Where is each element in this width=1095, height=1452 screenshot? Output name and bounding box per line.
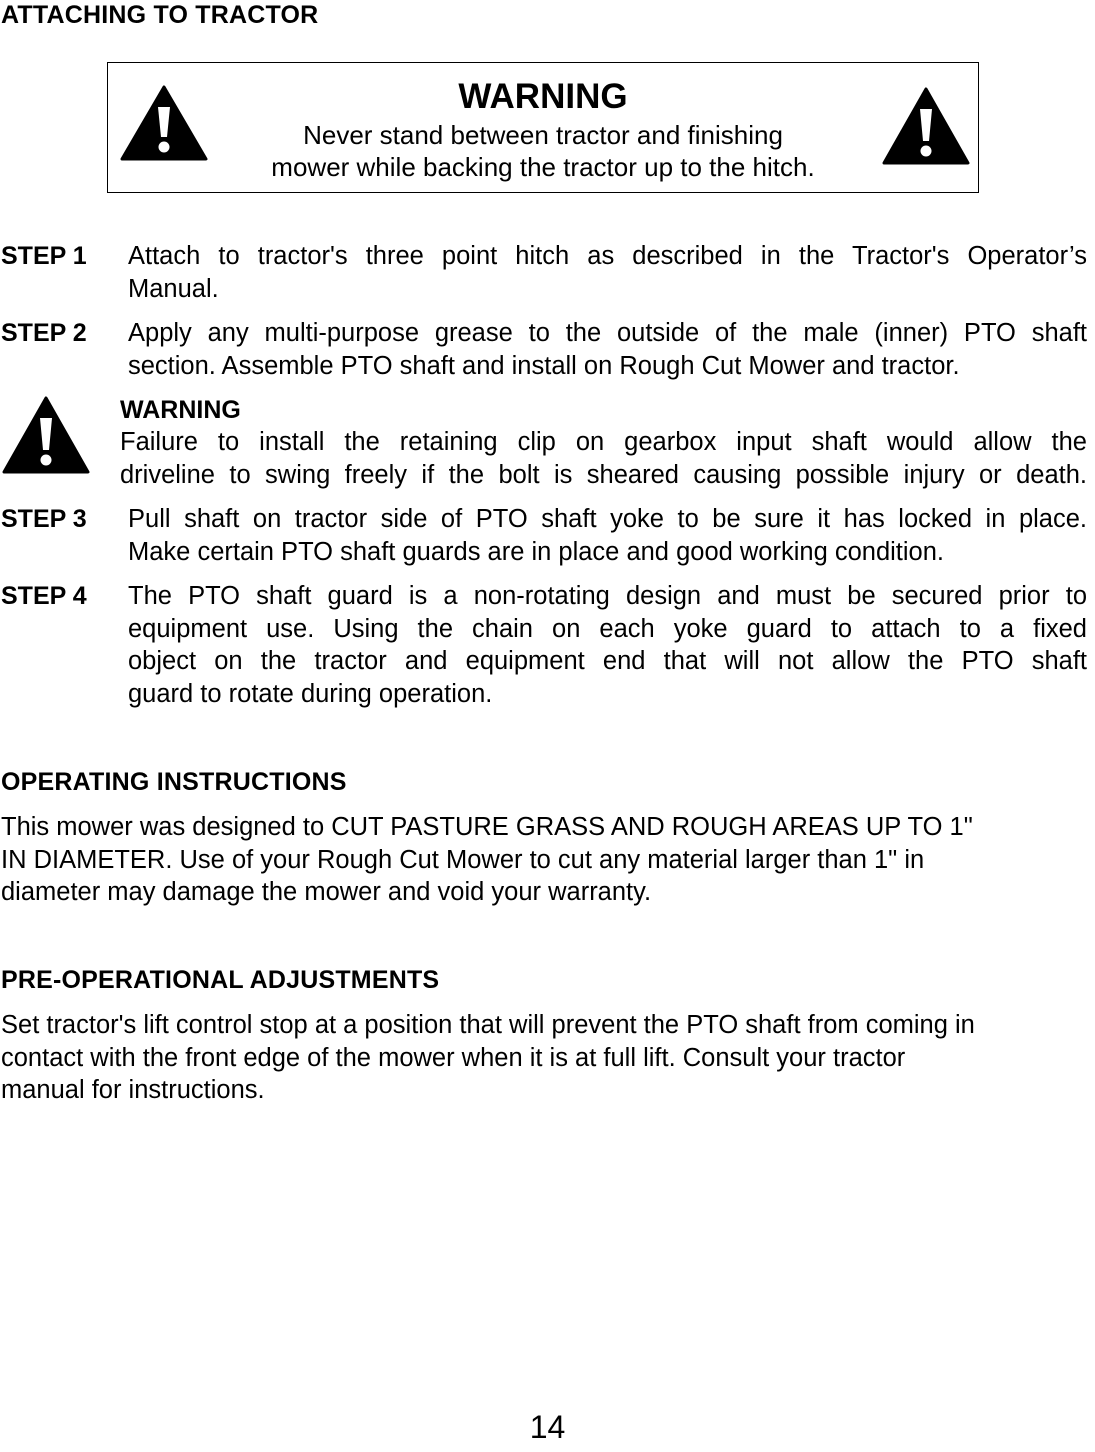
operating-heading: OPERATING INSTRUCTIONS	[1, 768, 347, 796]
step-1-line-1: Attach to tractor's three point hitch as described in the Tractor's Operator’s	[128, 242, 1087, 270]
pre-operational-heading: PRE-OPERATIONAL ADJUSTMENTS	[1, 966, 440, 994]
step-3-line-1: Pull shaft on tractor side of PTO shaft yoke to be sure it has locked in place.	[128, 505, 1087, 533]
step-1-line-2: Manual.	[128, 274, 219, 303]
warning-triangle-icon	[882, 87, 970, 165]
page-number: 14	[529, 1409, 566, 1445]
warning-box-line-1: Never stand between tractor and finishing	[303, 120, 783, 150]
inline-warning-title: WARNING	[120, 396, 241, 424]
step-4-line-2: equipment use. Using the chain on each yoke guard to attach to a fixed	[128, 614, 1087, 643]
step-3-label: STEP 3	[1, 505, 87, 533]
operating-line-2: IN DIAMETER. Use of your Rough Cut Mower to cut any material larger than 1" in	[1, 845, 925, 874]
step-2-line-1: Apply any multi-purpose grease to the outside of the male (inner) PTO shaft	[128, 319, 1087, 347]
step-4-line-4: guard to rotate during operation.	[128, 679, 493, 708]
inline-warning-line-1: Failure to install the retaining clip on gearbox input shaft would allow the	[120, 428, 1087, 456]
pre-operational-line-3: manual for instructions.	[1, 1076, 265, 1104]
attaching-heading: ATTACHING TO TRACTOR	[1, 1, 319, 29]
warning-box-line-2: mower while backing the tractor up to the hitch.	[271, 152, 815, 182]
step-4-text	[128, 580, 1087, 710]
inline-warning-text	[120, 426, 1087, 491]
step-2-text	[128, 317, 1087, 382]
step-3-line-2: Make certain PTO shaft guards are in place and good working condition.	[128, 537, 944, 566]
step-2-line-2: section. Assemble PTO shaft and install on Rough Cut Mower and tractor.	[128, 351, 960, 380]
operating-line-1: This mower was designed to CUT PASTURE GRASS AND ROUGH AREAS UP TO 1"	[1, 813, 973, 841]
warning-triangle-icon	[2, 396, 90, 474]
inline-warning-line-2: driveline to swing freely if the bolt is sheared causing possible injury or death.	[120, 460, 1087, 489]
step-4-line-3: object on the tractor and equipment end that will not allow the PTO shaft	[128, 647, 1087, 675]
step-2-label: STEP 2	[1, 319, 87, 347]
operating-paragraph	[1, 811, 1091, 909]
step-1-text	[128, 240, 1087, 305]
pre-operational-paragraph	[1, 1009, 1091, 1107]
warning-box	[107, 62, 979, 193]
operating-line-3: diameter may damage the mower and void your warranty.	[1, 878, 652, 906]
pre-operational-line-2: contact with the front edge of the mower when it is at full lift. Consult your tractor	[1, 1043, 906, 1072]
step-1-label: STEP 1	[1, 242, 87, 270]
pre-operational-line-1: Set tractor's lift control stop at a position that will prevent the PTO shaft from coming in	[1, 1011, 975, 1039]
step-4-label: STEP 4	[1, 582, 87, 610]
step-4-line-1: The PTO shaft guard is a non-rotating design and must be secured prior to	[128, 582, 1087, 610]
step-3-text	[128, 503, 1087, 568]
warning-box-title: WARNING	[458, 77, 628, 116]
